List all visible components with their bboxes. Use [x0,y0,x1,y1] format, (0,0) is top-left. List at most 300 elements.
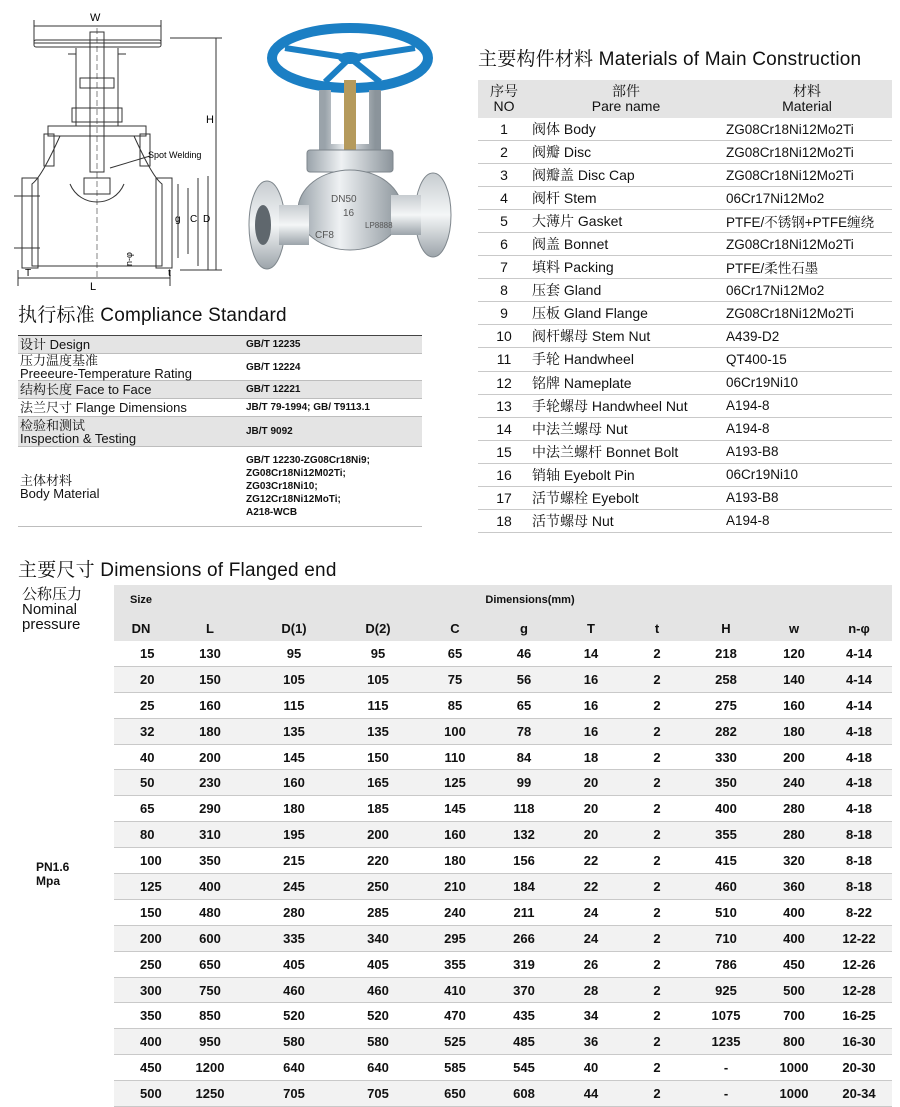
dimensions-cell: 118 [490,796,558,822]
dimensions-cell: 2 [624,641,690,666]
dimensions-cell: 580 [252,1029,336,1055]
dimensions-row [18,899,892,925]
dim-t-lower-label: t [168,268,171,279]
compliance-value-line: GB/T 12235 [246,339,301,350]
materials-header-no [478,80,530,118]
dimensions-cell: 295 [420,925,490,951]
dimensions-cell: 200 [114,925,168,951]
dimensions-cell: 160 [168,692,252,718]
dimensions-cell: 65 [420,641,490,666]
materials-row-no: 16 [478,463,530,486]
dimensions-cell: 520 [336,1003,420,1029]
materials-row-material: ZG08Cr18Ni12Mo2Ti [722,164,892,187]
dimensions-cell: 330 [690,744,762,770]
dimensions-cell: 485 [490,1029,558,1055]
materials-row-part-name: 中法兰螺杆 Bonnet Bolt [530,440,722,463]
materials-row-no: 17 [478,486,530,509]
dimensions-cell: 480 [168,899,252,925]
compliance-label-line: Preeeure-Temperature Rating [20,366,192,381]
dimensions-cell: - [690,1055,762,1081]
compliance-label-line: Inspection & Testing [20,430,137,446]
materials-row-part-name: 阀瓣 Disc [530,141,722,164]
dimensions-row [18,770,892,796]
dimensions-cell: 24 [558,899,624,925]
dimensions-cell: 450 [762,951,826,977]
compliance-value-line: ZG03Cr18Ni10; [246,481,318,492]
dimensions-cell: 600 [168,925,252,951]
dimensions-cell: 12-28 [826,977,892,1003]
compliance-label [18,354,246,381]
dimensions-cell: 4-14 [826,641,892,666]
dimensions-cell: 282 [690,718,762,744]
dimensions-cell: 2 [624,1029,690,1055]
dimensions-cell: 405 [252,951,336,977]
dimensions-cell: 640 [336,1055,420,1081]
dimensions-row [18,744,892,770]
dimensions-cell: 20-30 [826,1055,892,1081]
dimensions-cell: 258 [690,666,762,692]
compliance-label [18,336,246,354]
dimensions-cell: 370 [490,977,558,1003]
materials-row-part-name: 阀体 Body [530,118,722,141]
dimensions-cell: 8-18 [826,874,892,900]
compliance-row [18,336,422,354]
dimensions-cell: 46 [490,641,558,666]
compliance-value-line: ZG08Cr18Ni12M02Ti; [246,468,346,479]
compliance-title: 执行标准 Compliance Standard [18,305,287,326]
dimensions-cell: 2 [624,796,690,822]
dimensions-column-header: L [168,615,252,641]
dimensions-cell: 16 [558,718,624,744]
materials-row-part-name: 中法兰螺母 Nut [530,417,722,440]
dimensions-cell: 36 [558,1029,624,1055]
dimensions-row [18,977,892,1003]
dimensions-column-header: D(1) [252,615,336,641]
compliance-value-line: GB/T 12230-ZG08Cr18Ni9; [246,455,370,466]
dimensions-cell: 705 [252,1081,336,1107]
dimensions-cell: 925 [690,977,762,1003]
dimensions-cell: 1000 [762,1081,826,1107]
dimensions-cell: - [690,1081,762,1107]
valve-photo [245,20,455,285]
dimensions-row [18,796,892,822]
dimensions-cell: 400 [762,925,826,951]
materials-row-no: 6 [478,233,530,256]
dimensions-row [18,822,892,848]
dimensions-cell: 185 [336,796,420,822]
materials-row-no: 13 [478,394,530,417]
dimensions-cell: 145 [252,744,336,770]
dimensions-column-header: C [420,615,490,641]
dimensions-cell: 125 [420,770,490,796]
materials-row-part-name: 手轮螺母 Handwheel Nut [530,394,722,417]
dimensions-cell: 210 [420,874,490,900]
dimensions-cell: 8-22 [826,899,892,925]
dimensions-cell: 2 [624,822,690,848]
dimensions-cell: 400 [762,899,826,925]
dimensions-cell: 520 [252,1003,336,1029]
dimensions-cell: 100 [420,718,490,744]
dimensions-table [18,585,892,1107]
dimensions-cell: 25 [114,692,168,718]
nominal-pressure-en-2: pressure [22,616,81,633]
compliance-value-line: JB/T 9092 [246,426,293,437]
dimensions-cell: 510 [690,899,762,925]
materials-row-material: A194-8 [722,417,892,440]
dimensions-cell: 2 [624,1055,690,1081]
dimensions-cell: 650 [168,951,252,977]
dimensions-cell: 20 [558,796,624,822]
dimensions-cell: 211 [490,899,558,925]
dimensions-cell: 240 [420,899,490,925]
dimensions-column-header: D(2) [336,615,420,641]
materials-table [478,80,892,533]
valve-section-drawing [10,8,232,293]
dimensions-cell: 2 [624,744,690,770]
dimensions-cell: 22 [558,874,624,900]
dimensions-cell: 350 [168,848,252,874]
materials-row-part-name: 压套 Gland [530,279,722,302]
materials-row [478,302,892,325]
dimensions-cell: 16 [558,692,624,718]
dimensions-cell: 115 [252,692,336,718]
materials-row [478,394,892,417]
dimensions-cell: 275 [690,692,762,718]
dimensions-column-header: t [624,615,690,641]
dimensions-row [18,1029,892,1055]
dimensions-cell: 84 [490,744,558,770]
dimensions-cell: 310 [168,822,252,848]
materials-row-material: QT400-15 [722,348,892,371]
dimensions-cell: 12-26 [826,951,892,977]
dimensions-cell: 184 [490,874,558,900]
materials-row-material: ZG08Cr18Ni12Mo2Ti [722,141,892,164]
header-material-cn: 材料 [793,83,821,99]
dimensions-cell: 18 [558,744,624,770]
dimensions-cell: 105 [336,666,420,692]
compliance-value-line: GB/T 12221 [246,384,301,395]
dimensions-cell: 110 [420,744,490,770]
dimensions-cell: 125 [114,874,168,900]
compliance-value [246,336,422,354]
dimensions-cell: 950 [168,1029,252,1055]
dimensions-cell: 460 [690,874,762,900]
dimensions-cell: 280 [762,796,826,822]
materials-row [478,509,892,532]
materials-row-part-name: 压板 Gland Flange [530,302,722,325]
dimensions-cell: 355 [420,951,490,977]
dimensions-cell: 145 [420,796,490,822]
dimensions-header-row-1 [18,585,892,615]
dimensions-cell: 500 [114,1081,168,1107]
dimensions-cell: 65 [490,692,558,718]
materials-row-no: 5 [478,210,530,233]
dimensions-row [18,1081,892,1107]
dimensions-cell: 340 [336,925,420,951]
dimensions-cell: 100 [114,848,168,874]
materials-header-material [722,80,892,118]
materials-row-material: 06Cr19Ni10 [722,463,892,486]
dimensions-cell: 285 [336,899,420,925]
materials-row-part-name: 铭牌 Nameplate [530,371,722,394]
dimensions-cell: 22 [558,848,624,874]
materials-row-material: A194-8 [722,509,892,532]
materials-row-material: A439-D2 [722,325,892,348]
dimensions-cell: 180 [762,718,826,744]
materials-row-no: 12 [478,371,530,394]
dimensions-row [18,692,892,718]
dim-c-label: C [190,214,198,225]
dimensions-cell: 2 [624,925,690,951]
dim-l-label: L [90,281,97,293]
dimensions-cell: 34 [558,1003,624,1029]
header-no-en: NO [493,98,515,114]
compliance-row [18,381,422,399]
dimensions-cell: 319 [490,951,558,977]
materials-row-part-name: 阀盖 Bonnet [530,233,722,256]
materials-row-no: 3 [478,164,530,187]
dim-n-label: n-φ [124,252,134,266]
dimensions-cell: 355 [690,822,762,848]
materials-row-material: ZG08Cr18Ni12Mo2Ti [722,233,892,256]
dimensions-cell: 8-18 [826,822,892,848]
dimensions-cell: 300 [114,977,168,1003]
dimensions-row [18,1003,892,1029]
materials-row [478,417,892,440]
dimensions-cell: 4-14 [826,692,892,718]
dimensions-cell: 218 [690,641,762,666]
materials-row-no: 2 [478,141,530,164]
dimensions-cell: 800 [762,1029,826,1055]
photo-body-text-4: LP8888 [365,221,393,230]
dimensions-cell: 280 [762,822,826,848]
dimensions-cell: 4-18 [826,718,892,744]
dimensions-cell: 200 [336,822,420,848]
materials-row-no: 15 [478,440,530,463]
dimensions-cell: 20-34 [826,1081,892,1107]
materials-row-part-name: 大薄片 Gasket [530,210,722,233]
dimensions-cell: 250 [336,874,420,900]
dimensions-cell: 2 [624,1081,690,1107]
dimensions-column-header: DN [114,615,168,641]
materials-row-no: 4 [478,187,530,210]
materials-section [478,44,892,533]
materials-row-no: 10 [478,325,530,348]
dimensions-cell: 1235 [690,1029,762,1055]
header-material-en: Material [782,98,832,114]
dimensions-column-header: T [558,615,624,641]
dimensions-cell: 580 [336,1029,420,1055]
compliance-value-line: A218-WCB [246,507,298,518]
compliance-value-line: JB/T 79-1994; GB/ T9113.1 [246,402,370,413]
dimensions-cell: 95 [252,641,336,666]
dimensions-cell: 460 [252,977,336,1003]
dimensions-cell: 12-22 [826,925,892,951]
materials-header-name [530,80,722,118]
pressure-rating-cell [18,641,114,1107]
materials-row [478,463,892,486]
dimensions-cell: 405 [336,951,420,977]
compliance-value [246,381,422,399]
size-header: Size [114,585,168,615]
materials-row-part-name: 销轴 Eyebolt Pin [530,463,722,486]
materials-row [478,256,892,279]
materials-row [478,440,892,463]
materials-row-part-name: 活节螺母 Nut [530,509,722,532]
dimensions-cell: 135 [336,718,420,744]
dimensions-cell: 705 [336,1081,420,1107]
compliance-row [18,354,422,381]
dimensions-cell: 2 [624,899,690,925]
compliance-row [18,447,422,527]
dimensions-cell: 460 [336,977,420,1003]
dimensions-cell: 4-18 [826,744,892,770]
dimensions-cell: 400 [168,874,252,900]
dimensions-cell: 105 [252,666,336,692]
dimensions-column-header: n-φ [826,615,892,641]
compliance-value [246,399,422,417]
dimensions-cell: 650 [420,1081,490,1107]
dimensions-cell: 1000 [762,1055,826,1081]
dimensions-cell: 435 [490,1003,558,1029]
compliance-value-line: GB/T 12224 [246,361,301,373]
compliance-label [18,417,246,447]
dimensions-cell: 280 [252,899,336,925]
dimensions-row [18,951,892,977]
dimensions-cell: 180 [168,718,252,744]
materials-row [478,164,892,187]
dimensions-cell: 200 [168,744,252,770]
dimensions-column-header: g [490,615,558,641]
dimensions-row [18,641,892,666]
dim-t-upper-label: T [25,268,32,279]
dimensions-row [18,718,892,744]
dimensions-cell: 400 [690,796,762,822]
compliance-label [18,399,246,417]
dimensions-cell: 2 [624,951,690,977]
dimensions-cell: 20 [114,666,168,692]
dimensions-cell: 160 [762,692,826,718]
dimensions-cell: 150 [336,744,420,770]
compliance-label [18,447,246,527]
materials-row-material: ZG08Cr18Ni12Mo2Ti [722,118,892,141]
compliance-label-line: 压力温度基准 [20,353,99,368]
pressure-rating-unit: Mpa [36,873,60,888]
dimensions-cell: 20 [558,770,624,796]
dimensions-cell: 150 [114,899,168,925]
dimensions-row [18,874,892,900]
materials-row [478,348,892,371]
dimensions-title: 主要尺寸 Dimensions of Flanged end [18,560,337,581]
materials-row-material: ZG08Cr18Ni12Mo2Ti [722,302,892,325]
dimensions-row [18,1055,892,1081]
nominal-pressure-header [18,585,114,641]
materials-row-part-name: 填料 Packing [530,256,722,279]
compliance-row [18,417,422,447]
photo-body-text-1: DN50 [331,194,357,205]
materials-row-part-name: 阀瓣盖 Disc Cap [530,164,722,187]
dimensions-row [18,666,892,692]
dimensions-cell: 65 [114,796,168,822]
compliance-value [246,354,422,381]
nominal-pressure-cn: 公称压力 [22,586,83,603]
dimensions-cell: 95 [336,641,420,666]
materials-row-no: 1 [478,118,530,141]
dimensions-cell: 2 [624,977,690,1003]
dimensions-cell: 160 [420,822,490,848]
dimensions-cell: 28 [558,977,624,1003]
dimensions-cell: 160 [252,770,336,796]
dimensions-cell: 156 [490,848,558,874]
dimensions-cell: 1250 [168,1081,252,1107]
dim-g-label: g [175,214,181,225]
spot-welding-label: Spot Welding [148,150,202,160]
photo-body-text-3: CF8 [315,230,334,241]
dimensions-cell: 32 [114,718,168,744]
materials-row-no: 14 [478,417,530,440]
materials-row [478,486,892,509]
dimensions-cell: 220 [336,848,420,874]
dimensions-cell: 470 [420,1003,490,1029]
dim-d-label: D [203,214,211,225]
materials-row [478,371,892,394]
nominal-pressure-en-1: Nominal [22,601,78,618]
header-no-cn: 序号 [490,83,518,99]
dimensions-cell: 545 [490,1055,558,1081]
dimensions-cell: 700 [762,1003,826,1029]
photo-body-text-2: 16 [343,208,355,219]
dimensions-cell: 750 [168,977,252,1003]
dimensions-cell: 1200 [168,1055,252,1081]
dimensions-cell: 410 [420,977,490,1003]
dimensions-cell: 2 [624,718,690,744]
dimensions-column-header: w [762,615,826,641]
compliance-label-line: 结构长度 Face to Face [20,382,152,397]
materials-header-row [478,80,892,118]
dimensions-cell: 786 [690,951,762,977]
dimensions-cell: 120 [762,641,826,666]
dimensions-cell: 40 [114,744,168,770]
dimensions-cell: 40 [558,1055,624,1081]
materials-row [478,325,892,348]
materials-row-material: PTFE/柔性石墨 [722,256,892,279]
dimensions-cell: 180 [252,796,336,822]
materials-row-material: PTFE/不锈钢+PTFE缠绕 [722,210,892,233]
dimensions-cell: 140 [762,666,826,692]
materials-row-material: 06Cr17Ni12Mo2 [722,279,892,302]
materials-row-material: A194-8 [722,394,892,417]
dimensions-cell: 320 [762,848,826,874]
dimensions-cell: 200 [762,744,826,770]
compliance-table [18,335,422,527]
compliance-section [18,300,422,527]
compliance-label-line: 法兰尺寸 Flange Dimensions [20,400,187,415]
compliance-value [246,447,422,527]
dimensions-cell: 266 [490,925,558,951]
dimensions-cell: 215 [252,848,336,874]
dimensions-cell: 640 [252,1055,336,1081]
materials-row [478,118,892,141]
dimensions-cell: 245 [252,874,336,900]
dimensions-column-header: H [690,615,762,641]
dim-w-label: W [90,12,101,24]
dimensions-cell: 525 [420,1029,490,1055]
dimensions-cell: 2 [624,1003,690,1029]
dimensions-cell: 16 [558,666,624,692]
dimensions-cell: 2 [624,692,690,718]
materials-row [478,210,892,233]
dimensions-cell: 78 [490,718,558,744]
